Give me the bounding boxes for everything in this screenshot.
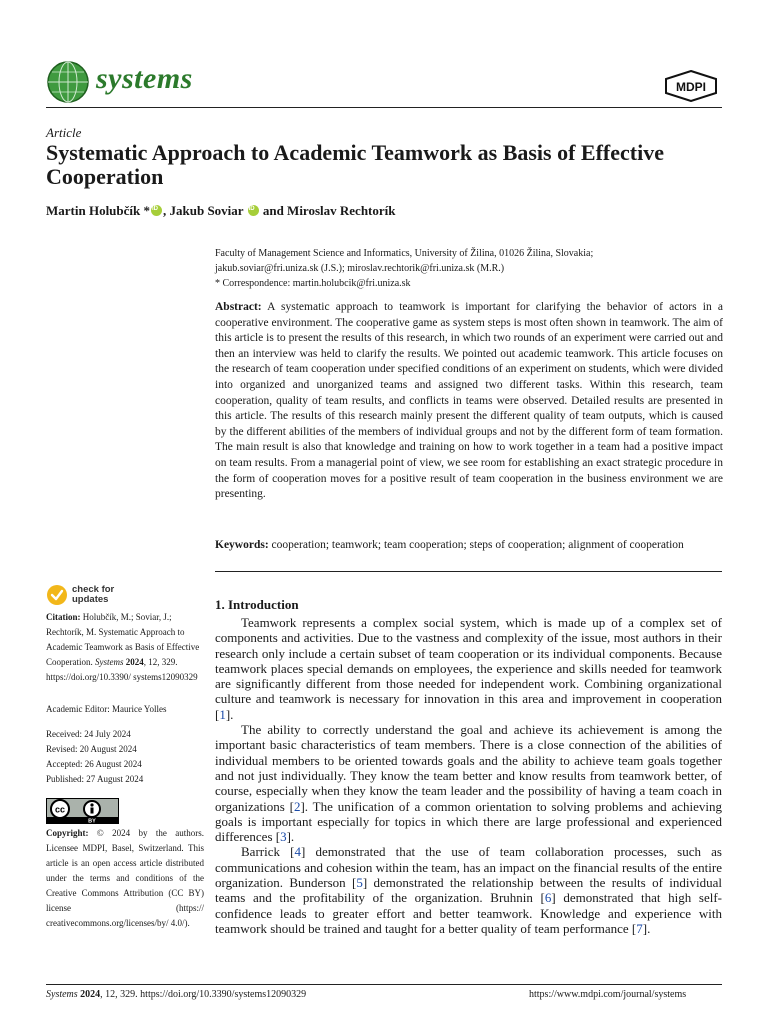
check-for-updates-button[interactable] (46, 584, 136, 608)
text-run: ]. The unification of a common orientation to solving problems and achieving goals is important especially for topics in which there are large professional and experienced differences [ (215, 798, 722, 845)
cc-by-label: BY (88, 818, 96, 824)
footer-journal-url[interactable]: https://www.mdpi.com/journal/systems (529, 989, 687, 1000)
date-revised: Revised: 20 August 2024 (46, 744, 137, 754)
orcid-icon[interactable] (248, 205, 259, 216)
article-title: Systematic Approach to Academic Teamwork as Basis of Effective Cooperation (46, 140, 664, 189)
keywords (215, 538, 723, 553)
journal-logo-globe-icon (46, 60, 90, 104)
text-run: ] demonstrated that high self-confidence leads to greater effort and better teamwork. Knowledge and experience with teamwork should be trained and taught for a better quality of team performance [ (215, 890, 722, 936)
text-run: ]. (286, 829, 295, 845)
check-updates-line1: check for (72, 584, 115, 595)
abstract-divider (215, 571, 722, 572)
text-run: ]. (225, 706, 234, 722)
affiliation-emails: jakub.soviar@fri.uniza.sk (J.S.); miroslav.rechtorik@fri.uniza.sk (M.R.) (215, 263, 505, 274)
footer-journal: Systems (46, 989, 78, 1000)
correspondence: * Correspondence: martin.holubcik@fri.uniza.sk (215, 278, 411, 289)
affiliations (215, 246, 725, 291)
text-run: ] demonstrated that the use of team collaboration processes, such as communications and cohesion within the team, has an impact on the financial results of the entire organization. Bunderson [ (215, 844, 722, 891)
abstract-text: A systematic approach to teamwork is important for clarifying the behavior of actors in a cooperative environment. The cooperative game as system steps is most often shown in teamwork. The aim of this article is to present the results of this research, in which two rounds of an experiment were carried out and then an interview was held to clarify the results. We pointed out academic teamwork. This article focuses on the research of team cooperation under specified conditions of an experiment on students, which were divided into organized and unorganized teams and assigned two different tasks. Within this research, team cooperation, quality of team results, and conflicts in teams were observed. Detailed results are presented in this article. The results of this research mainly present the different quality of team outputs, which is caused by the different abilities of the members of individual groups and not by the different form of team formation. The main result is also that knowledge and training on how to work together in a team had a positive impact on team results. From a managerial point of view, we see room for establishing an exact strategic procedure in the form of cooperation moves for a positive result of team cooperation in the business environment we are presenting. (215, 301, 723, 501)
affiliation-line: Faculty of Management Science and Informatics, University of Žilina, 01026 Žilina, Slovakia; (215, 248, 594, 259)
citation-text-1: Holubčík, M.; Soviar, J.; Rechtorík, M. Systematic Approach to Academic Teamwork as Basis of Effective Cooperation. (46, 612, 200, 667)
mdpi-logo-icon (664, 70, 718, 102)
section-heading: 1. Introduction (215, 597, 299, 612)
text-run: ]. (642, 920, 651, 936)
text-run: Barrick [ (241, 844, 295, 860)
abstract-label: Abstract: (215, 301, 262, 313)
reference-link[interactable]: 3 (280, 829, 287, 845)
reference-link[interactable]: 5 (356, 875, 363, 891)
header-divider (46, 107, 722, 108)
citation-text-2[interactable]: , 12, 329. https://doi.org/10.3390/ systems12090329 (46, 657, 198, 682)
footer-doi[interactable]: , 12, 329. https://doi.org/10.3390/systems12090329 (100, 989, 307, 1000)
check-for-updates-icon (46, 584, 68, 606)
paragraph (215, 722, 722, 844)
date-accepted: Accepted: 26 August 2024 (46, 759, 142, 769)
footer-citation (46, 989, 306, 1000)
text-run: ] demonstrated the relationship between the results of individual teams and the profitability of the organization. Bruhnin [ (215, 875, 722, 906)
reference-link[interactable]: 7 (636, 920, 643, 936)
journal-name: systems (96, 62, 193, 95)
keywords-label: Keywords: (215, 539, 269, 551)
author-holubcik[interactable]: Martin Holubčík * (46, 203, 151, 218)
date-published: Published: 27 August 2024 (46, 774, 144, 784)
article-type: Article (46, 125, 82, 140)
body-text (215, 615, 722, 936)
text-run: The ability to correctly understand the goal and achieve its achievement is among the important basic characteristics of team members. There is a close connection of the abilities of individual members to be oriented towards goals and the ability to achieve team goals together and not just individually. They know the team better and know results from teamwork better, of course, especially when they know the team leader and the possibility of having a team coach in organizations [ (215, 722, 722, 814)
svg-text:cc: cc (54, 804, 66, 815)
citation (46, 610, 204, 685)
author-list (46, 203, 396, 219)
reference-link[interactable]: 1 (219, 706, 226, 722)
footer-divider (46, 984, 722, 985)
check-for-updates-label (72, 585, 114, 605)
publication-dates (46, 727, 204, 787)
check-updates-line2: updates (72, 594, 109, 605)
abstract (215, 300, 723, 503)
citation-year: 2024 (123, 657, 144, 667)
paragraph (215, 615, 722, 722)
copyright-label: Copyright: (46, 828, 89, 838)
citation-label: Citation: (46, 612, 81, 622)
date-received: Received: 24 July 2024 (46, 729, 131, 739)
keywords-text: cooperation; teamwork; team cooperation; steps of cooperation; alignment of cooperation (268, 539, 684, 551)
academic-editor: Academic Editor: Maurice Yolles (46, 704, 167, 714)
paragraph (215, 844, 722, 936)
author-soviar[interactable]: , Jakub Soviar (163, 203, 244, 218)
citation-journal: Systems (95, 657, 124, 667)
copyright-notice (46, 826, 204, 931)
publisher-name: MDPI (676, 80, 706, 94)
cc-by-license-icon[interactable] (46, 798, 119, 824)
reference-link[interactable]: 4 (294, 844, 301, 860)
footer-year: 2024 (77, 989, 101, 1000)
reference-link[interactable]: 2 (293, 798, 301, 814)
orcid-icon[interactable] (151, 205, 162, 216)
text-run: Teamwork represents a complex social system, which is made up of a complex set of components and activities. Due to the vastness and complexity of the issue, most authors in their research only include a certain subset of team cooperation or its individual components. Because teamwork places special demands on employees, the experience and skills needed for teamwork are significantly different from those needed for independent work. Combining organizational culture and teamwork is necessary for innovation in this area and improvement in cooperation [ (215, 615, 722, 722)
copyright-text: © 2024 by the authors. Licensee MDPI, Basel, Switzerland. This article is an open access article distributed under the terms and conditions of the Creative Commons Attribution (CC BY) license (https:// creativecommons.org/licenses/by/ 4.0/). (46, 828, 204, 928)
reference-link[interactable]: 6 (544, 890, 552, 906)
author-rechtorik[interactable]: and Miroslav Rechtorík (259, 203, 396, 218)
